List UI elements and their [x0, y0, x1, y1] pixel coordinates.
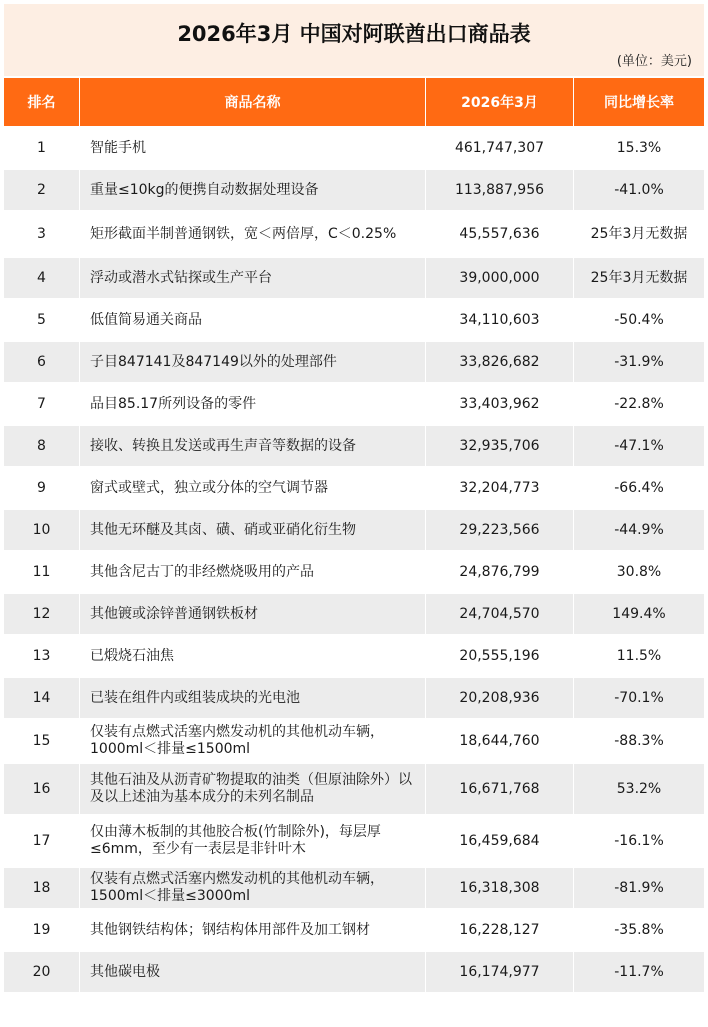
table-row [4, 550, 704, 592]
value-cell: 20,208,936 [426, 676, 574, 718]
table-row [4, 676, 704, 718]
name-cell: 已煅烧石油焦 [80, 634, 426, 676]
table-row [4, 592, 704, 634]
header-growth: 同比增长率 [574, 78, 704, 126]
value-cell: 18,644,760 [426, 718, 574, 762]
table-row [4, 508, 704, 550]
name-cell: 浮动或潜水式钻探或生产平台 [80, 256, 426, 298]
growth-cell: -44.9% [574, 508, 704, 550]
growth-cell: -16.1% [574, 814, 704, 866]
rank-cell: 3 [4, 210, 80, 256]
growth-cell: -35.8% [574, 908, 704, 950]
rank-cell: 9 [4, 466, 80, 508]
name-cell: 低值简易通关商品 [80, 298, 426, 340]
rank-cell: 15 [4, 718, 80, 762]
growth-cell: -50.4% [574, 298, 704, 340]
unit-note: (单位：美元) [616, 54, 692, 69]
name-cell: 其他无环醚及其卤、磺、硝或亚硝化衍生物 [80, 508, 426, 550]
rank-cell: 14 [4, 676, 80, 718]
value-cell: 113,887,956 [426, 168, 574, 210]
name-cell: 接收、转换且发送或再生声音等数据的设备 [80, 424, 426, 466]
name-cell: 重量≤10kg的便携自动数据处理设备 [80, 168, 426, 210]
value-cell: 32,935,706 [426, 424, 574, 466]
table-header-row [4, 78, 704, 126]
value-cell: 16,228,127 [426, 908, 574, 950]
value-cell: 39,000,000 [426, 256, 574, 298]
name-cell: 其他石油及从沥青矿物提取的油类（但原油除外）以及以上述油为基本成分的未列名制品 [80, 762, 426, 814]
rank-cell: 18 [4, 866, 80, 908]
value-cell: 16,671,768 [426, 762, 574, 814]
name-cell: 其他碳电极 [80, 950, 426, 992]
table-row [4, 866, 704, 908]
table-row [4, 908, 704, 950]
header-name: 商品名称 [80, 78, 426, 126]
export-table [4, 78, 704, 992]
rank-cell: 2 [4, 168, 80, 210]
table-row [4, 168, 704, 210]
rank-cell: 13 [4, 634, 80, 676]
name-cell: 子目847141及847149以外的处理部件 [80, 340, 426, 382]
growth-cell: -11.7% [574, 950, 704, 992]
table-row [4, 382, 704, 424]
rank-cell: 11 [4, 550, 80, 592]
table-row [4, 466, 704, 508]
value-cell: 24,704,570 [426, 592, 574, 634]
rank-cell: 17 [4, 814, 80, 866]
value-cell: 33,403,962 [426, 382, 574, 424]
growth-cell: 25年3月无数据 [574, 256, 704, 298]
rank-cell: 16 [4, 762, 80, 814]
table-body [4, 126, 704, 992]
growth-cell: -66.4% [574, 466, 704, 508]
table-row [4, 298, 704, 340]
growth-cell: 25年3月无数据 [574, 210, 704, 256]
rank-cell: 20 [4, 950, 80, 992]
value-cell: 20,555,196 [426, 634, 574, 676]
name-cell: 仅由薄木板制的其他胶合板(竹制除外)，每层厚≤6mm，至少有一表层是非针叶木 [80, 814, 426, 866]
rank-cell: 4 [4, 256, 80, 298]
table-row [4, 424, 704, 466]
growth-cell: -22.8% [574, 382, 704, 424]
value-cell: 33,826,682 [426, 340, 574, 382]
table-row [4, 340, 704, 382]
header-rank: 排名 [4, 78, 80, 126]
table-row [4, 762, 704, 814]
growth-cell: 11.5% [574, 634, 704, 676]
header-value: 2026年3月 [426, 78, 574, 126]
page-title: 2026年3月 中国对阿联酋出口商品表 [177, 22, 531, 46]
rank-cell: 19 [4, 908, 80, 950]
name-cell: 仅装有点燃式活塞内燃发动机的其他机动车辆，1000ml＜排量≤1500ml [80, 718, 426, 762]
growth-cell: -88.3% [574, 718, 704, 762]
rank-cell: 1 [4, 126, 80, 168]
rank-cell: 8 [4, 424, 80, 466]
value-cell: 34,110,603 [426, 298, 574, 340]
name-cell: 其他含尼古丁的非经燃烧吸用的产品 [80, 550, 426, 592]
rank-cell: 10 [4, 508, 80, 550]
table-row [4, 210, 704, 256]
name-cell: 智能手机 [80, 126, 426, 168]
name-cell: 已装在组件内或组装成块的光电池 [80, 676, 426, 718]
rank-cell: 5 [4, 298, 80, 340]
growth-cell: -70.1% [574, 676, 704, 718]
value-cell: 461,747,307 [426, 126, 574, 168]
value-cell: 29,223,566 [426, 508, 574, 550]
name-cell: 仅装有点燃式活塞内燃发动机的其他机动车辆，1500ml＜排量≤3000ml [80, 866, 426, 908]
name-cell: 品目85.17所列设备的零件 [80, 382, 426, 424]
table-row [4, 814, 704, 866]
growth-cell: -81.9% [574, 866, 704, 908]
growth-cell: 149.4% [574, 592, 704, 634]
name-cell: 其他镀或涂锌普通钢铁板材 [80, 592, 426, 634]
title-band [4, 4, 704, 76]
rank-cell: 7 [4, 382, 80, 424]
value-cell: 45,557,636 [426, 210, 574, 256]
table-row [4, 126, 704, 168]
name-cell: 其他钢铁结构体；钢结构体用部件及加工钢材 [80, 908, 426, 950]
growth-cell: 30.8% [574, 550, 704, 592]
growth-cell: 53.2% [574, 762, 704, 814]
growth-cell: 15.3% [574, 126, 704, 168]
rank-cell: 12 [4, 592, 80, 634]
growth-cell: -47.1% [574, 424, 704, 466]
table-row [4, 634, 704, 676]
value-cell: 16,318,308 [426, 866, 574, 908]
name-cell: 窗式或壁式，独立或分体的空气调节器 [80, 466, 426, 508]
value-cell: 16,459,684 [426, 814, 574, 866]
growth-cell: -41.0% [574, 168, 704, 210]
value-cell: 24,876,799 [426, 550, 574, 592]
value-cell: 16,174,977 [426, 950, 574, 992]
rank-cell: 6 [4, 340, 80, 382]
name-cell: 矩形截面半制普通钢铁，宽＜两倍厚，C＜0.25% [80, 210, 426, 256]
table-row [4, 950, 704, 992]
value-cell: 32,204,773 [426, 466, 574, 508]
table-row [4, 256, 704, 298]
table-row [4, 718, 704, 762]
growth-cell: -31.9% [574, 340, 704, 382]
